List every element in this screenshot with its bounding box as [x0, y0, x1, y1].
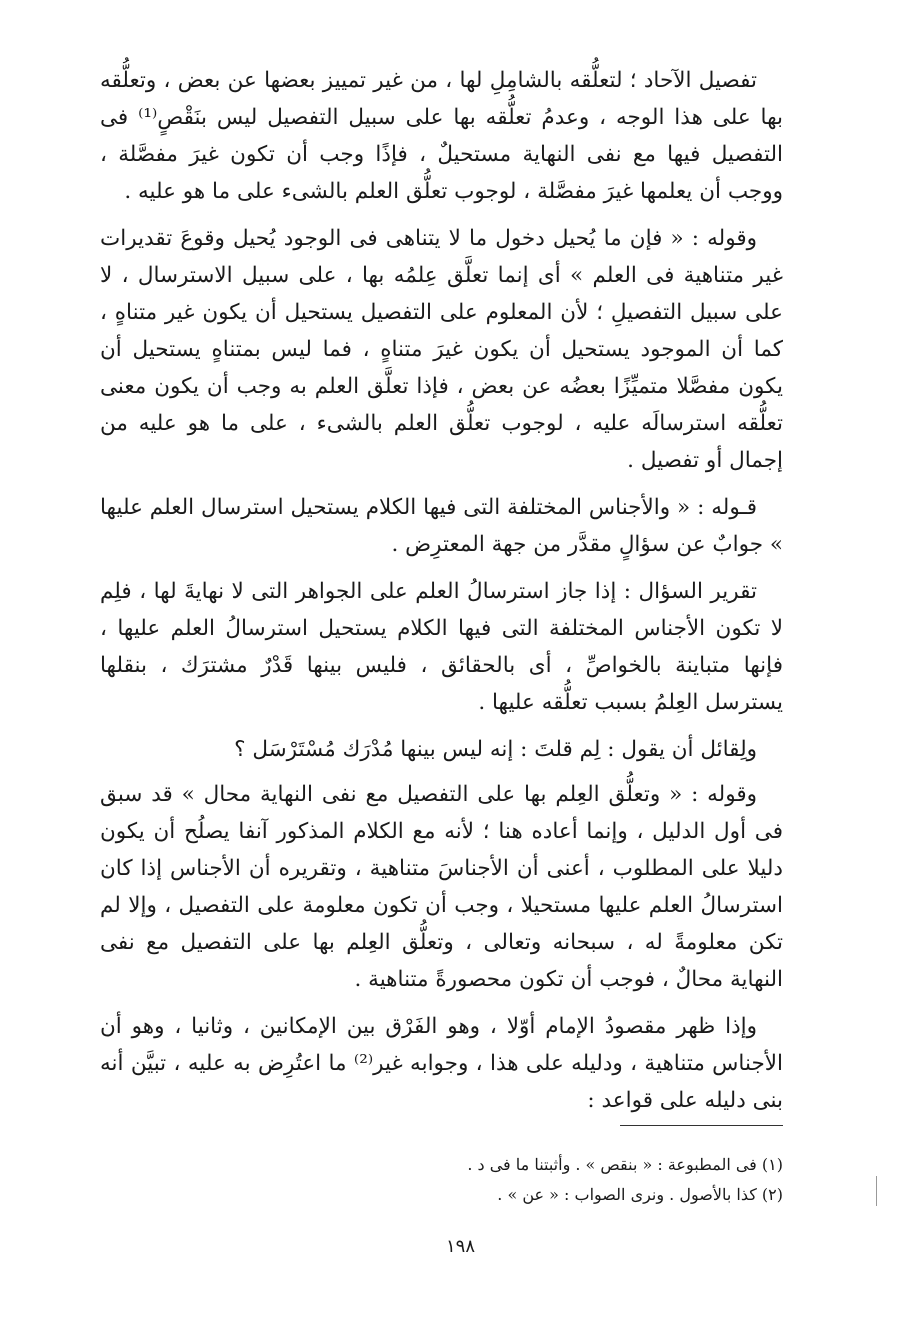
margin-mark — [876, 1176, 879, 1206]
footnote-2: (٢) كذا بالأصول . ونرى الصواب : « عن » . — [497, 1185, 783, 1204]
paragraph-4: تقرير السؤال : إذا جاز استرسالُ العلم على الجواهر التى لا نهايةَ لها ، فلِم لا تكون الأجناس المختلفة التى فيها الكلام يستحيل استرسالُ العلم عليها ، فإنها متباينة بالخواصِّ ، أى بالحقائق ، فليس بينها قَدْرٌ مشترَك ، بنقلها يسترسل العِلمُ بسبب تعلُّقه عليها . — [100, 579, 783, 715]
paragraph-1: تفصيل الآحاد ؛ لتعلُّقه بالشامِلِ لها ، من غير تمييز بعضها عن بعض ، وتعلُّقه بها على هذا الوجه ، وعدمُ تعلُّقه بها على سبيل التفصيل ليس بنَقْصٍ⁽¹⁾ فى التفصيل فيها مع نفى النهاية مستحيلٌ ، فإذًا وجب أن تكون غيرَ مفصَّلة ، ووجب أن يعلمها غيرَ مفصَّلة ، لوجوب تعلُّق العلم بالشىء على ما هو عليه . — [100, 68, 784, 204]
main-text — [100, 62, 783, 1129]
footnotes — [100, 1150, 783, 1210]
paragraph-5: ولِقائل أن يقول : لِم قلتَ : إنه ليس بينها مُدْرَك مُسْتَرْسَل ؟ — [234, 737, 757, 762]
paragraph-3: قـوله : « والأجناس المختلفة التى فيها الكلام يستحيل استرسال العلم عليها » جوابٌ عن سؤالٍ مقدَّر من جهة المعترِض . — [100, 495, 783, 557]
footnote-1: (١) فى المطبوعة : « بنقص » . وأثبتنا ما فى د . — [467, 1155, 783, 1174]
paragraph-7: وإذا ظهر مقصودُ الإمام أوّلا ، وهو الفَرْق بين الإمكانين ، وثانيا ، وهو أن الأجناس متناهية ، ودليله على هذا ، وجوابه غير⁽²⁾ ما اعتُرِض به عليه ، تبيَّن أنه بنى دليله على قواعد : — [100, 1014, 783, 1113]
page-number: ١٩٨ — [445, 1236, 475, 1257]
paragraph-6: وقوله : « وتعلُّق العِلم بها على التفصيل مع نفى النهاية محال » قد سبق فى أول الدليل ، وإنما أعاده هنا ؛ لأنه مع الكلام المذكور آنفا يصلُح أن يكون دليلا على المطلوب ، أعنى أن الأجناسَ متناهية ، وتقريره أن الأجناس إذا كان استرسالُ العلم عليها مستحيلا ، وجب أن تكون معلومة على التفصيل ، وإلا لم تكن معلومةً له ، سبحانه وتعالى ، وتعلُّق العِلم بها على التفصيل مع نفى النهاية محالٌ ، فوجب أن تكون محصورةً متناهية . — [100, 782, 783, 992]
paragraph-2: وقوله : « فإن ما يُحيل دخول ما لا يتناهى فى الوجود يُحيل وقوعَ تقديرات غير متناهية فى العلم » أى إنما تعلَّق عِلمُه بها ، على سبيل الاسترسال ، لا على سبيل التفصيلِ ؛ لأن المعلوم على التفصيل يستحيل أن يكون غير متناهٍ ، كما أن الموجود يستحيل أن يكون غيرَ متناهٍ ، فما ليس بمتناهٍ يستحيل أن يكون مفصَّلا متميِّزًا بعضُه عن بعض ، فإذا تعلَّق العلم به وجب أن يكون معنى تعلُّقه استرسالَه عليه ، لوجوب تعلُّق العلم بالشىء ، على ما هو عليه من إجمال أو تفصيل . — [100, 226, 783, 473]
footnote-divider — [620, 1125, 783, 1126]
